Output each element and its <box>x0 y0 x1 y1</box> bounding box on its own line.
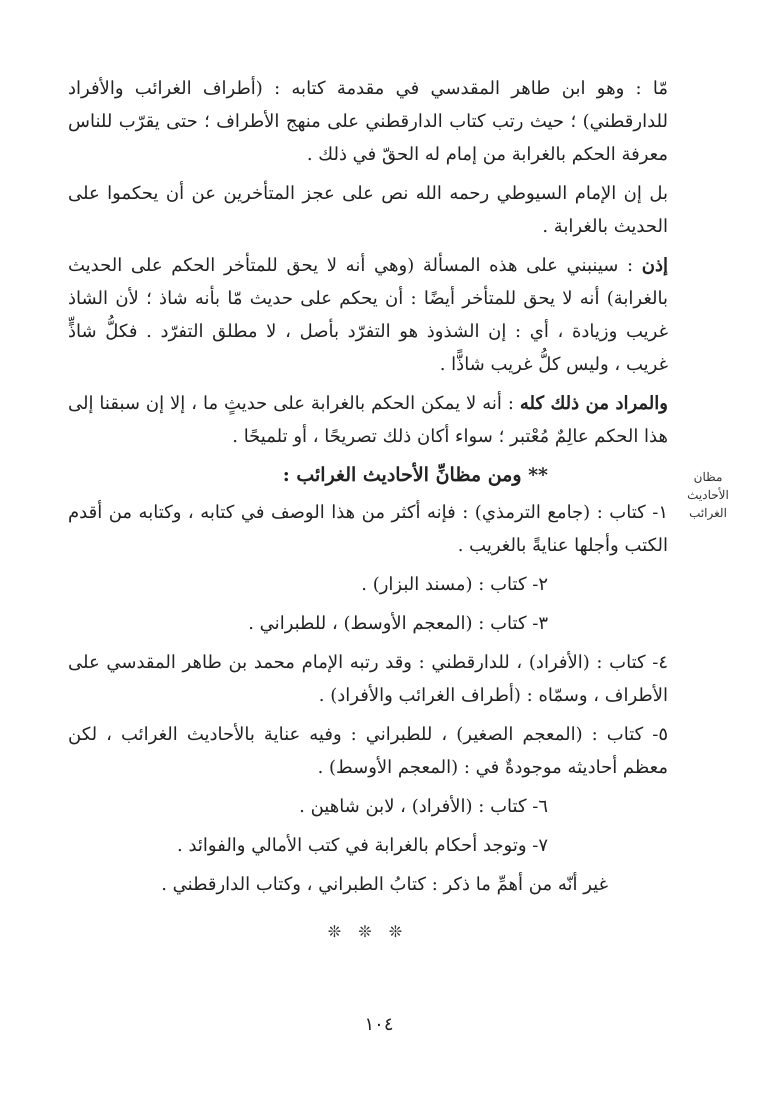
paragraph-conclusion <box>68 249 668 381</box>
list-item: ٤- كتاب : (الأفراد) ، للدارقطني : وقد رتبه الإمام محمد بن طاهر المقدسي على الأطراف ، وسمّاه : (أطراف الغرائب والأفراد) . <box>68 652 668 706</box>
paragraph-body-idhan: : سينبني على هذه المسألة (وهي أنه لا يحق للمتأخر الحكم على الحديث بالغرابة) أنه لا يحق للمتأخر أيضًا : أن يحكم على حديث مّا بأنه شاذ ؛ لأن الشاذ غريب وزيادة ، أي : إن الشذوذ هو التفرّد بأصل ، لا مطلق التفرّد . فكلُّ شاذٍّ غريب ، وليس كلُّ غريب شاذًّا . <box>68 255 668 375</box>
margin-note-line: مظان <box>693 470 723 484</box>
list-item: ٦- كتاب : (الأفراد) ، لابن شاهين . <box>299 796 548 817</box>
list-item: ٧- وتوجد أحكام بالغرابة في كتب الأمالي والفوائد . <box>177 835 548 856</box>
list-item: ٣- كتاب : (المعجم الأوسط) ، للطبراني . <box>248 613 548 634</box>
paragraph-lead-summary: والمراد من ذلك كله <box>519 393 668 414</box>
list-item: ٥- كتاب : (المعجم الصغير) ، للطبراني : وفيه عناية بالأحاديث الغرائب ، لكن معظم أحاديثه موجودةٌ في : (المعجم الأوسط) . <box>68 724 668 778</box>
section-heading: ** ومن مظانِّ الأحاديث الغرائب : <box>282 464 548 486</box>
paragraph-ibn-tahir: مّا : وهو ابن طاهر المقدسي في مقدمة كتابه : (أطراف الغرائب والأفراد للدارقطني) ؛ حيث رتب كتاب الدارقطني على منهج الأطراف ؛ حتى يقرّب للناس معرفة الحكم بالغرابة من إمام له الحقّ في ذلك . <box>68 78 668 165</box>
margin-note <box>678 468 738 522</box>
list-item: ١- كتاب : (جامع الترمذي) : فإنه أكثر من هذا الوصف في كتابه ، وكتابه من أقدم الكتب وأجلها عنايةً بالغريب . <box>68 502 668 556</box>
paragraph-suyuti: بل إن الإمام السيوطي رحمه الله نص على عجز المتأخرين عن أن يحكموا على الحديث بالغرابة . <box>68 183 668 237</box>
closing-sentence: غير أنّه من أهمِّ ما ذكر : كتابُ الطبراني ، وكتاب الدارقطني . <box>161 874 608 895</box>
paragraph-summary <box>68 387 668 453</box>
margin-note-line: الأحاديث <box>687 488 729 502</box>
section-divider-stars: ❊ ❊ ❊ <box>327 922 409 941</box>
paragraph-lead-idhan: إذن <box>641 255 668 276</box>
margin-note-line: الغرائب <box>689 506 727 520</box>
main-text-column <box>68 72 668 948</box>
list-item: ٢- كتاب : (مسند البزار) . <box>361 574 548 595</box>
page-number: ١٠٤ <box>364 1014 394 1035</box>
paragraph-body-summary: : أنه لا يمكن الحكم بالغرابة على حديثٍ ما ، إلا إن سبقنا إلى هذا الحكم عالِمٌ مُعْتبر ؛ سواء أكان ذلك تصريحًا ، أو تلميحًا . <box>68 393 668 447</box>
